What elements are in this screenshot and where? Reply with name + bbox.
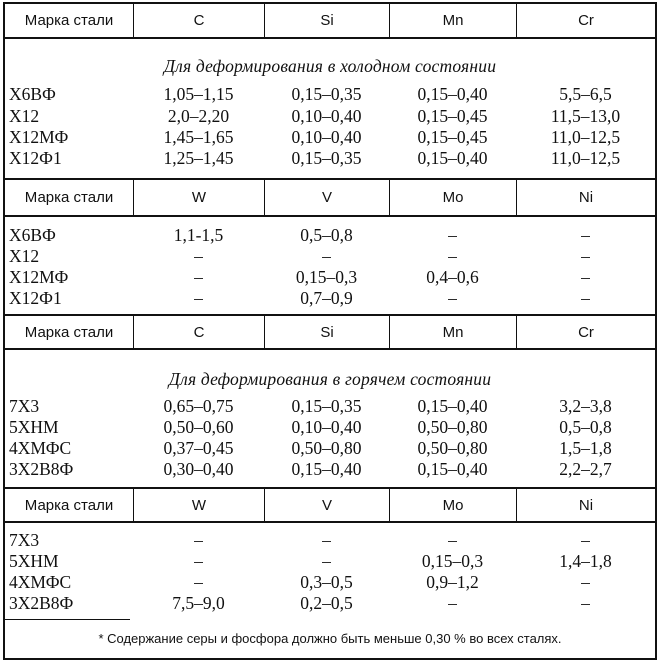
header-grade: Марка стали (24, 189, 114, 206)
cell-c: 0,30–0,40 (163, 459, 234, 479)
header-v: V (264, 180, 389, 215)
cell-c: 0,37–0,45 (163, 438, 234, 458)
cell-c: 0,50–0,60 (163, 417, 234, 437)
table-row (5, 106, 655, 127)
section-title-cold: Для деформирования в холодном состоянии (163, 56, 497, 76)
cell-c: 1,45–1,65 (163, 127, 234, 147)
cell-v: – (322, 246, 331, 266)
header-cr: Cr (516, 316, 655, 348)
header-w: W (133, 489, 264, 521)
cell-ni: – (581, 225, 590, 245)
cell-mo: – (448, 225, 457, 245)
cell-si: 0,15–0,35 (291, 148, 362, 168)
header-row-main-elements (5, 4, 655, 39)
cell-grade: 7Х3 (9, 530, 40, 550)
cell-ni: – (581, 530, 590, 550)
cell-c: 1,05–1,15 (163, 84, 234, 104)
cell-si: 0,10–0,40 (291, 127, 362, 147)
cell-v: – (322, 551, 331, 571)
cell-grade: 3Х2В8Ф (9, 593, 74, 613)
header-mo: Mo (389, 180, 516, 215)
cell-v: 0,15–0,3 (295, 267, 358, 287)
cell-w: 1,1-1,5 (173, 225, 224, 245)
cell-ni: – (581, 267, 590, 287)
cell-mn: 0,15–0,40 (417, 148, 488, 168)
header-w: W (133, 180, 264, 215)
cell-mn: 0,15–0,40 (417, 84, 488, 104)
table-row (5, 459, 655, 480)
cell-grade: 4ХМФС (9, 572, 72, 592)
cell-cr: 1,5–1,8 (559, 438, 612, 458)
cell-grade: Х12Ф1 (9, 288, 62, 308)
cell-grade: 3Х2В8Ф (9, 459, 74, 479)
cell-si: 0,15–0,35 (291, 84, 362, 104)
table-row (5, 267, 655, 288)
header-mn: Mn (389, 316, 516, 348)
table-row (5, 417, 655, 438)
cell-grade: Х6ВФ (9, 225, 56, 245)
cell-ni: – (581, 288, 590, 308)
table-row (5, 551, 655, 572)
cell-si: 0,15–0,40 (291, 459, 362, 479)
table-row (5, 530, 655, 551)
cell-ni: – (581, 246, 590, 266)
cell-grade: Х12 (9, 246, 40, 266)
header-row-alloy-elements (5, 487, 655, 523)
table-row (5, 593, 655, 614)
table-row (5, 225, 655, 246)
cell-ni: – (581, 593, 590, 613)
header-si: Si (264, 316, 389, 348)
table-row (5, 84, 655, 105)
table-row (5, 438, 655, 459)
cell-mo: – (448, 246, 457, 266)
table-row (5, 127, 655, 148)
cell-w: – (194, 530, 203, 550)
cell-cr: 3,2–3,8 (559, 396, 612, 416)
cell-si: 0,10–0,40 (291, 106, 362, 126)
cell-grade: Х12Ф1 (9, 148, 62, 168)
cell-mo: 0,15–0,3 (421, 551, 484, 571)
table-row (5, 246, 655, 267)
cell-grade: 5ХНМ (9, 551, 59, 571)
header-row-alloy-elements (5, 178, 655, 217)
header-v: V (264, 489, 389, 521)
table-row (5, 148, 655, 169)
cell-grade: 5ХНМ (9, 417, 59, 437)
cell-w: – (194, 572, 203, 592)
cell-w: – (194, 246, 203, 266)
cell-mn: 0,15–0,40 (417, 459, 488, 479)
cell-v: 0,2–0,5 (300, 593, 353, 613)
cell-mn: 0,15–0,40 (417, 396, 488, 416)
cell-mo: 0,9–1,2 (426, 572, 479, 592)
header-ni: Ni (516, 489, 655, 521)
cell-mo: – (448, 288, 457, 308)
cell-cr: 11,0–12,5 (550, 148, 621, 168)
header-mn: Mn (389, 4, 516, 37)
cell-mo: – (448, 530, 457, 550)
header-row-main-elements (5, 314, 655, 350)
cell-grade: 7Х3 (9, 396, 40, 416)
cell-v: 0,5–0,8 (300, 225, 353, 245)
cell-mo: 0,4–0,6 (426, 267, 479, 287)
cell-grade: Х12МФ (9, 127, 69, 147)
cell-w: – (194, 288, 203, 308)
table-row (5, 396, 655, 417)
cell-w: – (194, 267, 203, 287)
cell-ni: – (581, 572, 590, 592)
cell-si: 0,50–0,80 (291, 438, 362, 458)
steel-composition-table (3, 2, 657, 660)
cell-c: 1,25–1,45 (163, 148, 234, 168)
footnote: * Содержание серы и фосфора должно быть меньше 0,30 % во всех сталях. (98, 631, 562, 646)
header-c: C (133, 4, 264, 37)
cell-si: 0,10–0,40 (291, 417, 362, 437)
header-c: C (133, 316, 264, 348)
table-row (5, 288, 655, 309)
cell-c: 2,0–2,20 (167, 106, 230, 126)
header-grade: Марка стали (24, 12, 114, 29)
cell-w: – (194, 551, 203, 571)
cell-ni: 1,4–1,8 (559, 551, 612, 571)
header-ni: Ni (516, 180, 655, 215)
cell-grade: 4ХМФС (9, 438, 72, 458)
cell-v: – (322, 530, 331, 550)
cell-mo: – (448, 593, 457, 613)
cell-cr: 2,2–2,7 (559, 459, 612, 479)
header-mo: Mo (389, 489, 516, 521)
cell-w: 7,5–9,0 (172, 593, 225, 613)
cell-mn: 0,15–0,45 (417, 106, 488, 126)
cell-mn: 0,50–0,80 (417, 417, 488, 437)
footnote-separator (5, 619, 130, 620)
cell-v: 0,3–0,5 (300, 572, 353, 592)
cell-mn: 0,15–0,45 (417, 127, 488, 147)
cell-grade: Х12 (9, 106, 40, 126)
table-row (5, 572, 655, 593)
cell-c: 0,65–0,75 (163, 396, 234, 416)
cell-si: 0,15–0,35 (291, 396, 362, 416)
cell-mn: 0,50–0,80 (417, 438, 488, 458)
header-grade: Марка стали (24, 496, 114, 514)
header-si: Si (264, 4, 389, 37)
cell-cr: 0,5–0,8 (559, 417, 612, 437)
cell-v: 0,7–0,9 (300, 288, 353, 308)
section-title-hot: Для деформирования в горячем состоянии (168, 369, 492, 389)
cell-cr: 5,5–6,5 (559, 84, 612, 104)
cell-grade: Х12МФ (9, 267, 69, 287)
cell-grade: Х6ВФ (9, 84, 56, 104)
cell-cr: 11,0–12,5 (550, 127, 621, 147)
header-cr: Cr (516, 4, 655, 37)
header-grade: Марка стали (24, 323, 114, 341)
cell-cr: 11,5–13,0 (550, 106, 621, 126)
